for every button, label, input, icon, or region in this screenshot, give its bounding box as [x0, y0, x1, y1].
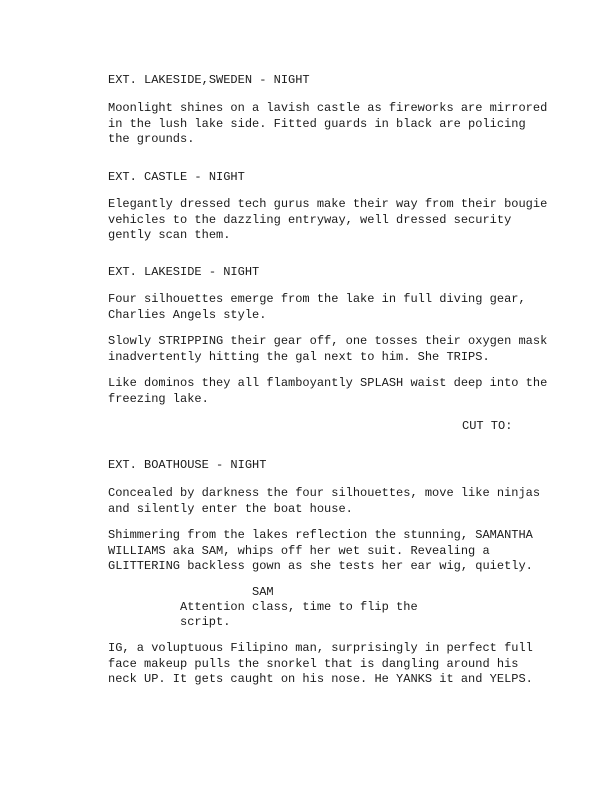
action-line: Slowly STRIPPING their gear off, one tosses their oxygen mask [108, 334, 548, 348]
dialogue-line: Attention class, time to flip the [180, 599, 418, 614]
action-line: face makeup pulls the snorkel that is dangling around his [108, 656, 519, 671]
action-line: IG, a voluptuous Filipino man, surprisingly in perfect full [108, 641, 533, 655]
action-line: freezing lake. [108, 391, 209, 406]
action-line: and silently enter the boat house. [108, 501, 353, 516]
action-line: the grounds. [108, 132, 195, 147]
scene-heading: EXT. LAKESIDE,SWEDEN - NIGHT [108, 73, 310, 87]
action-line: Elegantly dressed tech gurus make their way from their bougie [108, 197, 548, 211]
action-line: Moonlight shines on a lavish castle as fireworks are mirrored [108, 101, 548, 115]
action-line: Concealed by darkness the four silhouettes, move like ninjas [108, 486, 541, 500]
action-line: WILLIAMS aka SAM, whips off her wet suit. Revealing a [108, 543, 490, 558]
action-line: gently scan them. [108, 228, 231, 243]
action-line: Charlies Angels style. [108, 307, 267, 322]
scene-heading: EXT. LAKESIDE - NIGHT [108, 265, 260, 279]
action-line: in the lush lake side. Fitted guards in black are policing [108, 116, 526, 131]
action-line: neck UP. It gets caught on his nose. He YANKS it and YELPS. [108, 672, 533, 687]
action-line: Like dominos they all flamboyantly SPLASH waist deep into the [108, 376, 548, 390]
action-line: vehicles to the dazzling entryway, well dressed security [108, 212, 512, 227]
transition: CUT TO: [462, 419, 513, 433]
scene-heading: EXT. CASTLE - NIGHT [108, 170, 245, 184]
action-line: Four silhouettes emerge from the lake in full diving gear, [108, 292, 526, 306]
action-line: Shimmering from the lakes reflection the stunning, SAMANTHA [108, 528, 533, 542]
character-name: SAM [252, 585, 274, 599]
action-line: inadvertently hitting the gal next to him. She TRIPS. [108, 349, 490, 364]
action-line: GLITTERING backless gown as she tests her ear wig, quietly. [108, 559, 533, 574]
dialogue-line: script. [180, 615, 231, 630]
scene-heading: EXT. BOATHOUSE - NIGHT [108, 458, 267, 472]
